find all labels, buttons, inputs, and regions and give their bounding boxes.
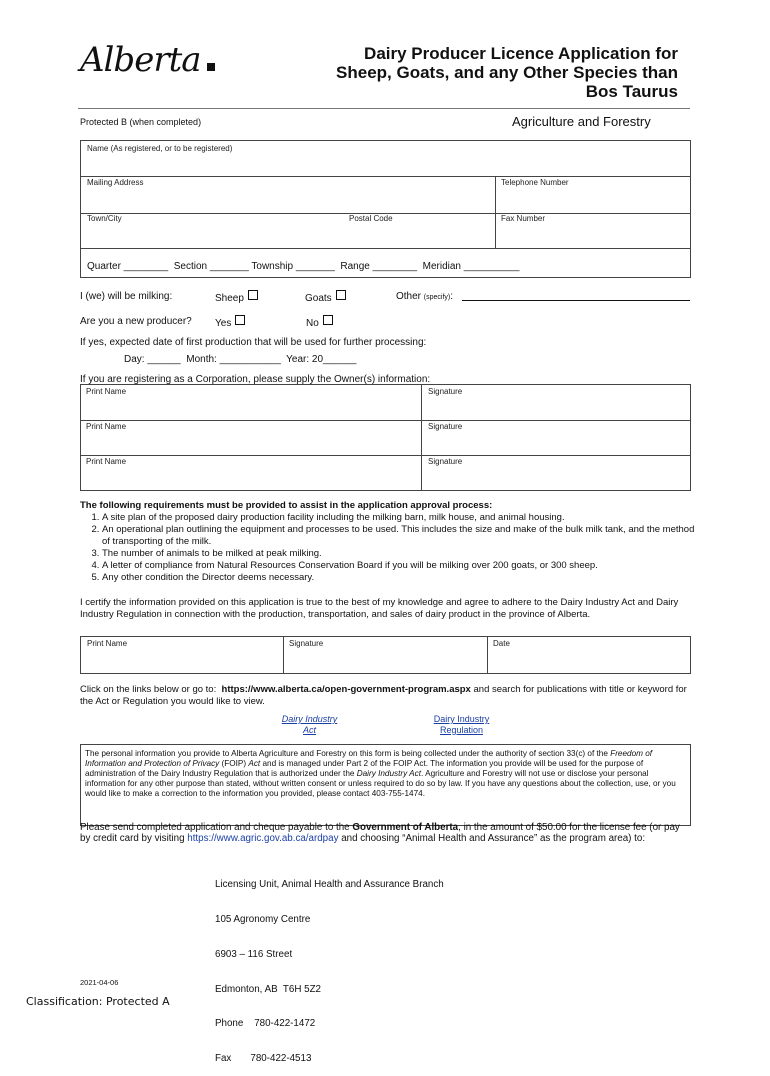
certify-date-label: Date — [493, 639, 510, 648]
dairy-industry-regulation-link[interactable]: Dairy Industry Regulation — [433, 714, 490, 735]
header-divider — [78, 108, 690, 109]
classification-label: Classification: Protected A — [26, 995, 170, 1008]
alberta-logo — [80, 40, 240, 84]
owner-1-signature-label: Signature — [428, 387, 463, 396]
requirements-heading: The following requirements must be provided to assist in the application approval process: — [80, 500, 493, 511]
requirement-item: 5. Any other condition the Director deems necessary. — [102, 572, 695, 584]
owner-3-signature-label: Signature — [428, 457, 463, 466]
new-producer-question: Are you a new producer? — [80, 316, 192, 327]
requirement-item: 2. An operational plan outlining the equipment and processes to be used. This includes the size and make of the bulk milk tank, and the method of transporting of the milk. — [102, 524, 695, 548]
other-option[interactable]: Other (specify): — [396, 291, 454, 302]
mailing-address-block: Licensing Unit, Animal Health and Assurance Branch 105 Agronomy Centre 6903 – 116 Street Edmonton, AB T6H 5Z2 Phone 780-422-1472 Fax 780-422-4513 — [215, 879, 444, 1065]
form-title: Dairy Producer Licence Application for Sheep, Goats, and any Other Species than Bos Taurus — [336, 44, 678, 101]
name-field[interactable] — [87, 153, 685, 173]
requirement-item: 4. A letter of compliance from Natural Resources Conservation Board if you will be milking over 200 goats, or 300 sheep. — [102, 560, 695, 572]
logo-text: Alberta — [80, 40, 201, 80]
first-production-date[interactable]: Day: ______ Month: ___________ Year: 20______ — [124, 354, 357, 365]
fax-label: Fax Number — [501, 214, 546, 223]
postal-code-field[interactable] — [349, 224, 489, 246]
owner-3-print-label: Print Name — [86, 457, 127, 466]
no-checkbox[interactable] — [323, 315, 333, 325]
goats-checkbox[interactable] — [336, 290, 346, 300]
mailing-address-field[interactable] — [87, 188, 492, 210]
first-production-text: If yes, expected date of first production that will be used for further processing: — [80, 337, 427, 348]
requirement-item: 3. The number of animals to be milked at peak milking. — [102, 548, 695, 560]
corporation-intro: If you are registering as a Corporation, please supply the Owner(s) information: — [80, 374, 431, 385]
town-field[interactable] — [87, 224, 347, 246]
sheep-checkbox[interactable] — [248, 290, 258, 300]
land-location-line[interactable]: Quarter ________ Section _______ Township _______ Range ________ Meridian __________ — [87, 261, 520, 272]
ardpay-link[interactable]: https://www.agric.gov.ab.ca/ardpay — [187, 833, 339, 845]
owner-info-table — [80, 384, 691, 491]
dairy-industry-act-link[interactable]: Dairy Industry Act — [281, 714, 338, 735]
form-date: 2021-04-06 — [80, 978, 119, 987]
owner-1-print-label: Print Name — [86, 387, 127, 396]
new-producer-yes[interactable]: Yes — [215, 315, 245, 329]
certify-signature-label: Signature — [289, 639, 324, 648]
other-specify-field[interactable] — [462, 300, 690, 301]
new-producer-no[interactable]: No — [306, 315, 333, 329]
requirement-item: 1. A site plan of the proposed dairy production facility including the milking barn, milk house, and animal housing. — [102, 512, 695, 524]
protected-label: Protected B (when completed) — [80, 117, 202, 127]
name-label: Name (As registered, or to be registered) — [87, 144, 233, 153]
goats-option[interactable]: Goats — [305, 290, 346, 304]
owner-2-signature-label: Signature — [428, 422, 463, 431]
payment-instructions: Please send completed application and cheque payable to the Government of Alberta, in the amount of $50.00 for the license fee (or pay by credit card by visiting https://www.agric.gov.ab.ca/ardpay and choosing “Animal Health and Assurance” as the program area) to: — [80, 822, 680, 845]
requirements-section — [80, 500, 695, 584]
milking-label: I (we) will be milking: — [80, 291, 173, 302]
postal-code-label: Postal Code — [349, 214, 393, 223]
links-intro: Click on the links below or go to: https://www.alberta.ca/open-government-program.aspx and search for publications with title or keyword for the Act or Regulation you would like to view. — [80, 684, 687, 707]
applicant-info-box — [80, 140, 691, 278]
telephone-field[interactable] — [501, 188, 686, 210]
fax-field[interactable] — [501, 224, 686, 246]
certify-print-label: Print Name — [87, 639, 128, 648]
logo-mark-icon — [207, 63, 215, 71]
telephone-label: Telephone Number — [501, 178, 569, 187]
town-label: Town/City — [87, 214, 122, 223]
privacy-notice: The personal information you provide to Alberta Agriculture and Forestry on this form is being collected under the authority of section 33(c) of the Freedom of Information and Protection of Privacy (FOIP) Act and is managed under Part 2 of the FOIP Act. The information you provide will be used for the purpose of administration of the Dairy Industry Regulation that is authorized under the Dairy Industry Act. Agriculture and Forestry will not use or disclose your personal information for any other purpose than stated, without written consent or unless required to do so by law. If you have any questions about the collection, use, or you would like to make a correction to the information you provided, please contact 403-755-1474. — [80, 744, 691, 826]
open-government-url[interactable]: https://www.alberta.ca/open-government-program.aspx — [221, 684, 471, 695]
certification-text: I certify the information provided on this application is true to the best of my knowledge and agree to adhere to the Dairy Industry Act and Dairy Industry Regulation in connection with the production, transportation, and sales of dairy product in the province of Alberta. — [80, 597, 679, 620]
ministry-name: Agriculture and Forestry — [512, 114, 651, 129]
certification-signature-table — [80, 636, 691, 674]
sheep-option[interactable]: Sheep — [215, 290, 258, 304]
owner-2-print-label: Print Name — [86, 422, 127, 431]
mailing-address-label: Mailing Address — [87, 178, 144, 187]
yes-checkbox[interactable] — [235, 315, 245, 325]
